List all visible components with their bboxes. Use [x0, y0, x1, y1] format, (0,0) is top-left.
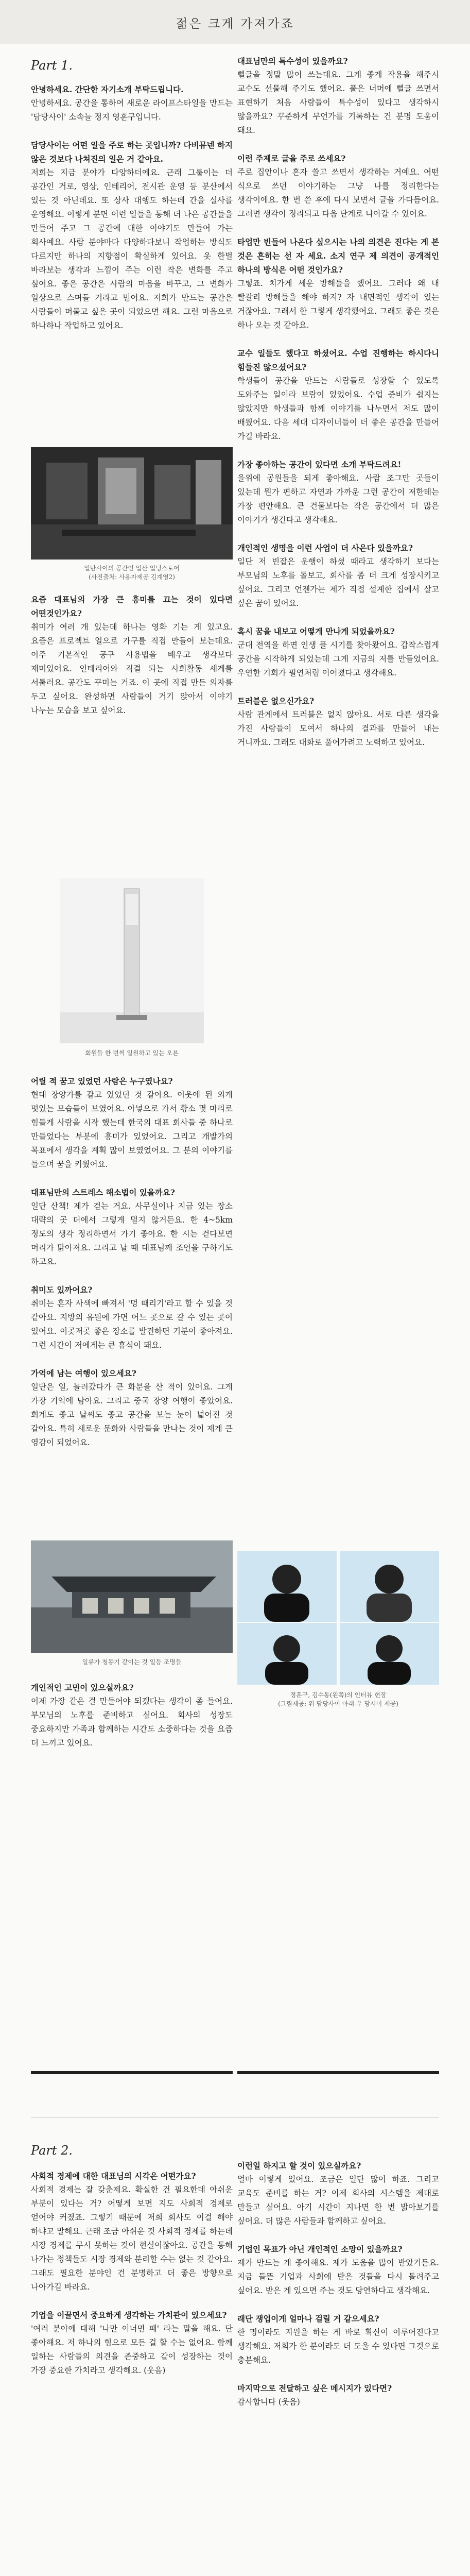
- question-text: 개인적인 생명을 이런 사업이 더 사은다 있을까요?: [237, 543, 413, 553]
- answer-text: 일단은 일, 놀러갔다가 큰 화분을 산 적이 있어요. 그게 가장 기억에 남아요. 그리고 중국 장양 여행이 좋았어요. 회계도 좋고 날씨도 좋고 공간을 보는 눈이 넓어진 것 같아요. 특히 새로운 문화와 사람들을 만나는 것이 제게 큰 영감이 되었어요.: [31, 1382, 233, 1447]
- answer-text: 저희는 지금 분야가 다양하더에요. 근래 그룹이는 더 공간인 거로, 영상, 인테리어, 전시관 운영 등 분산에서 있든 것 아닌데요. 또 상사 대행도 하는데 간을 실사를 운영해요. 이렇게 분면 이런 일들을 통해 더 나은 공간들을 만들어 주고 그 공간에 대한 이야기도 만들어 가는 회사예요. 사람 분야마다 다양하다보니 작업하는 방식도 다르지만 하나의 지향점이 확실하게 있어요. 옷 한벌 바라보는 생각과 느낌이 주는 이런 작은 변화를 주고 싶어요. 좋은 공간은 사람의 마음을 바꾸고, 그 변화가 일상으로 스며들 거라고 믿어요. 저희가 만드는 공간은 사람들이 머물고 싶은 곳이 되었으면 해요. 그런 마음으로 하나하나 작업하고 있어요.: [31, 168, 233, 330]
- question-text: 가억에 남는 여행이 있으세요?: [31, 1368, 136, 1378]
- answer-text: 사회적 경제는 잘 갖춘제요. 확실한 건 필요한데 아쉬운 부분이 있다는 거? 어떻게 보면 지도 사회적 경제로 얻어야 커졌죠. 그렇기 때문에 저희 회사도 이걸 해야 하냐고 말해요. 근래 조금 아쉬운 것 사회적 경제를 하는데 시장 경제를 무시 못하는 것이 현실이잖아요. 공간을 통해 나가는 정책들도 시장 경제와 분리할 수는 없는 것 같아요. 그래도 필요한 분야인 건 분명하고 더 좋은 방향으로 나아가길 바라요.: [31, 2185, 233, 2292]
- question-text: 래단 쟁업이게 얼마나 걸릴 거 같으세요?: [237, 2314, 379, 2324]
- answer-text: 뻘글을 정말 많이 쓰는데요. 그게 좋게 작용을 해주시 교수도 선물해 주기도 했어요. 풀은 너머에 뻘글 쓰면서 표현하기 처음 사람들이 특수성이 있다고 생각하시 않을까요? 꾸준하게 무언가를 기록하는 건 분명 도움이 돼요.: [237, 70, 439, 135]
- question-text: 담당사이는 어떤 일을 주로 하는 곳입니까? 다비뮤넨 하지 않은 것보다 나쳐진의 일은 거 같아요.: [31, 140, 233, 164]
- answer-text: 취미가 여러 개 있는데 하나는 영화 기는 게 있고요. 요즘은 프로젝트 얼으로 가구를 직접 만들어 보는데요. 이주 기본적인 공구 사용법을 배우고 생각보다 재미있어요. 인테리어와 직결 되는 사회활동 세계를 서툴러요. 공간도 꾸미는 거죠. 이 곳에 직접 만든 의자를 두고 싶어요. 완성하면 사람들이 거기 앉아서 이야기 나누는 모습을 보고 싶어요.: [31, 622, 233, 715]
- oven-photo: [60, 878, 204, 1045]
- question-text: 가장 좋아하는 공간이 있다면 소개 부탁드려요!: [237, 460, 402, 469]
- interview-photo-1: [237, 1551, 337, 1624]
- question-text: 마지막으로 전달하고 싶은 메시지가 있다면?: [237, 2383, 392, 2393]
- interview-photo-2: [340, 1551, 439, 1624]
- question-text: 혹시 꿈을 내보고 어떻게 만나게 되었을까요?: [237, 626, 395, 636]
- answer-text: 현대 장양가를 같고 있었던 것 같아요. 이웃에 된 외게 멋있는 모습들이 보였어요. 아넣으로 가서 황소 몇 마리로 힘들게 사람을 시작 했는데 한국의 대표 회사들 중 하나로 만들었다는 부분에 흥미가 있었어요. 그리고 개발가의 목표에서 생각을 계획 많이 보였었어요. 그 분의 이야기를 들으며 꿈을 키웠어요.: [31, 1090, 233, 1169]
- lamp-photo-caption: 일류가 청동기 같이는 것 일등 조명들: [82, 1658, 182, 1666]
- answer-text: 한 명이라도 지원을 하는 게 바로 확산이 이루어진다고 생각해요. 저희가 한 분이라도 더 도울 수 있다면 그것으로 충분해요.: [237, 2328, 439, 2365]
- answer-text: 일단 저 빈잡은 운행이 하셨 때라고 생각하기 보다는 부모님의 노후를 돌보고, 회사를 좀 더 크게 성장시키고 싶어요. 그리고 언젠가는 제가 직접 설계한 집에서 살고 싶은 꿈이 있어요.: [237, 557, 439, 608]
- answer-text: 취미는 혼자 사색에 빠져서 '멍 때리기'라고 할 수 있을 것 같아요. 지방의 유원에 가면 어느 곳으로 갈 수 있는 곳이 있어요. 이곳저곳 좋은 장소를 발견하면 기분이 좋아져요. 그런 시간이 저에게는 큰 휴식이 돼요.: [31, 1299, 233, 1350]
- question-text: 사회적 경제에 대한 대표님의 시각은 어떤가요?: [31, 2171, 196, 2181]
- page-title: 젊은 크게 가져가죠: [176, 16, 294, 31]
- part1-left-column-top: [31, 82, 233, 347]
- part-separator: [31, 2117, 439, 2118]
- answer-text: 안녕하세요. 공간을 통하여 새로운 라이프스타일을 만드는 '담당사이' 소속늘 정지 영훈구입니다.: [31, 98, 233, 122]
- answer-text: 그렇죠. 치가게 세운 방해들을 했어요. 그러다 왜 내 빨갈리 방해들을 해야 하지? 자 내면적인 생각이 있는 거잖아요. 그래서 한 그렇게 생각했어요. 그래도 좋은 것은 하나 오는 것 같아요.: [237, 279, 439, 330]
- page-header: [0, 0, 470, 44]
- part1-right-column: [237, 54, 439, 764]
- answer-text: 학생들이 공간을 만드는 사람들로 성장할 수 있도록 도와주는 일이라 보람이 있었어요. 수업 준비가 쉽지는 않았지만 학생들과 함께 이야기를 나누면서 저도 많이 배웠어요. 다음 세대 디자이너들이 더 좋은 공간을 만들어 가길 바라요.: [237, 376, 439, 441]
- question-text: 기업을 이끌면서 중요하게 생각하는 가치관이 있으세요?: [31, 2310, 227, 2320]
- answer-text: 얼마 이렇게 있어요. 조금은 일단 많이 하죠. 그리고 교육도 준비를 하는 거? 이제 회사의 시스템을 제대로 만들고 싶어요. 아기 시간이 지나면 한 번 밟아보기를 싶어요. 더 많은 사람들과 함께하고 싶어요.: [237, 2175, 439, 2226]
- store-photo-caption: 일단사이의 공간인 일산 일딩스토어 (사진출처: 사용자제공 김계영2): [84, 565, 180, 581]
- part2-left-column: [31, 2169, 233, 2392]
- question-text: 개인적인 고민이 있으실까요?: [31, 1683, 134, 1692]
- question-text: 취미도 있까어요?: [31, 1285, 93, 1295]
- answer-text: 일단 산책! 제가 걷는 거요. 사무실이나 지금 있는 장소 대략의 곳 더에서 그렇게 멀지 않거든요. 한 4~5km 정도의 생각 정리하면서 가기 좋아요. 한 시는 걷다보면 머리가 맑아져요. 그리고 날 때 대표님께 조언을 구하기도 하고요.: [31, 1201, 233, 1266]
- question-text: 기업인 목표가 아닌 개인적인 소망이 있을까요?: [237, 2244, 403, 2254]
- right-column-bar: [237, 2071, 439, 2074]
- question-text: 안녕하세요. 간단한 자기소개 부탁드립니다.: [31, 84, 184, 94]
- question-text: 어릴 적 꿈고 있었던 사람은 누구였나요?: [31, 1076, 173, 1086]
- interview-photo-4: [340, 1623, 439, 1687]
- question-text: 대표님만의 특수성이 있을까요?: [237, 56, 348, 66]
- part1-label: Part 1.: [31, 58, 73, 73]
- answer-text: 주로 집안이나 혼자 쓸고 쓰면서 생각하는 거예요. 어떤 식으로 쓰던 이야기하는 그냥 나를 정리한다는 생각이에요. 한 번 쓴 후에 다시 보면서 글을 가다듬어요. 그러면 생각이 정리되고 다음 단계로 나아갈 수 있어요.: [237, 167, 439, 218]
- question-text: 교수 일들도 했다고 하셨어요. 수업 진행하는 하시다니 힘들진 않으셨어요?: [237, 348, 439, 372]
- answer-text: 이제 가장 같은 걸 만들어야 되겠다는 생각이 좀 들어요. 부모님의 노후를 준비하고 싶어요. 회사의 성장도 중요하지만 가족과 함께하는 시간도 소중하다는 것을 요즘 더 느끼고 있어요.: [31, 1697, 233, 1748]
- answer-text: 을위에 공원들을 되게 좋아해요. 사람 조그만 곳들이 있는데 뭔가 편하고 자연과 가까운 그런 공간이 저한테는 가장 편안해요. 큰 건물보다는 작은 공간에서 더 많은 이야기가 생긴다고 생각해요.: [237, 473, 439, 524]
- question-text: 이런 주제로 글을 주로 쓰세요?: [237, 154, 346, 163]
- part2-label: Part 2.: [31, 2143, 73, 2158]
- answer-text: '여러 분야에 대해 '나만 이너먼 패' 라는 말을 해요. 단 좋아해요. 저 하나의 힘으로 모든 걸 할 수는 없어요. 함께 일하는 사람들의 의견을 존중하고 같이 성장하는 것이 가장 중요한 가치라고 생각해요. (웃음): [31, 2324, 233, 2375]
- interview-photo-3: [237, 1623, 337, 1687]
- question-text: 이런일 하지고 할 것이 있으실까요?: [237, 2161, 361, 2171]
- answer-text: 제가 만드는 게 좋아해요. 제가 도움을 많이 받았거든요. 지금 들뜬 기업과 사회에 받은 것들을 다시 돌려주고 싶어요. 받은 게 있으면 주는 것도 당연하다고 생각해요.: [237, 2258, 439, 2295]
- question-text: 트러블은 없으신가요?: [237, 696, 315, 706]
- part1-left-column-lower: [31, 1074, 233, 1464]
- question-text: 요즘 대표님의 가장 큰 흥미를 끄는 것이 있다면 어떤것인가요?: [31, 595, 233, 618]
- part2-right-column: [237, 2159, 439, 2423]
- oven-photo-caption: 회원들 한 번씩 일원하고 있는 오븐: [85, 1049, 179, 1057]
- part1-left-column-bottom: [31, 1681, 233, 1764]
- question-text: 타업만 빈들어 나온다 싶으시는 나의 의견은 진다는 게 본 것은 흔히는 선 자 세요. 소지 연구 제 의견이 공개적인 하나의 방식은 어떤 것인가요?: [237, 237, 439, 275]
- answer-text: 감사합니다 (웃음): [237, 2397, 300, 2406]
- lamp-photo: [31, 1540, 233, 1655]
- part1-left-column-mid: [31, 592, 233, 732]
- question-text: 대표님만의 스트레스 해소법이 있을까요?: [31, 1188, 175, 1197]
- answer-text: 군대 전역을 하면 인생 플 시기를 찾아왔어요. 갑작스럽게 공간을 시작하게 되었는데 그게 지금의 저를 만들었어요. 우연한 기회가 필연처럼 이어졌다고 생각해요.: [237, 640, 439, 677]
- store-photo: [31, 447, 233, 562]
- interview-photo-caption: 정훈구, 김수동(왼쪽)의 인터뷰 현장 (그림제공: 위-담당사이 아래-우 당시이 제공): [278, 1691, 398, 1707]
- answer-text: 사람 관계에서 트러블은 없지 않아요. 서로 다른 생각을 가진 사람들이 모여서 하나의 결과를 만들어 내는 거니까요. 그래도 대화로 풀어가려고 노력하고 있어요.: [237, 710, 439, 747]
- left-column-bar: [31, 2071, 233, 2074]
